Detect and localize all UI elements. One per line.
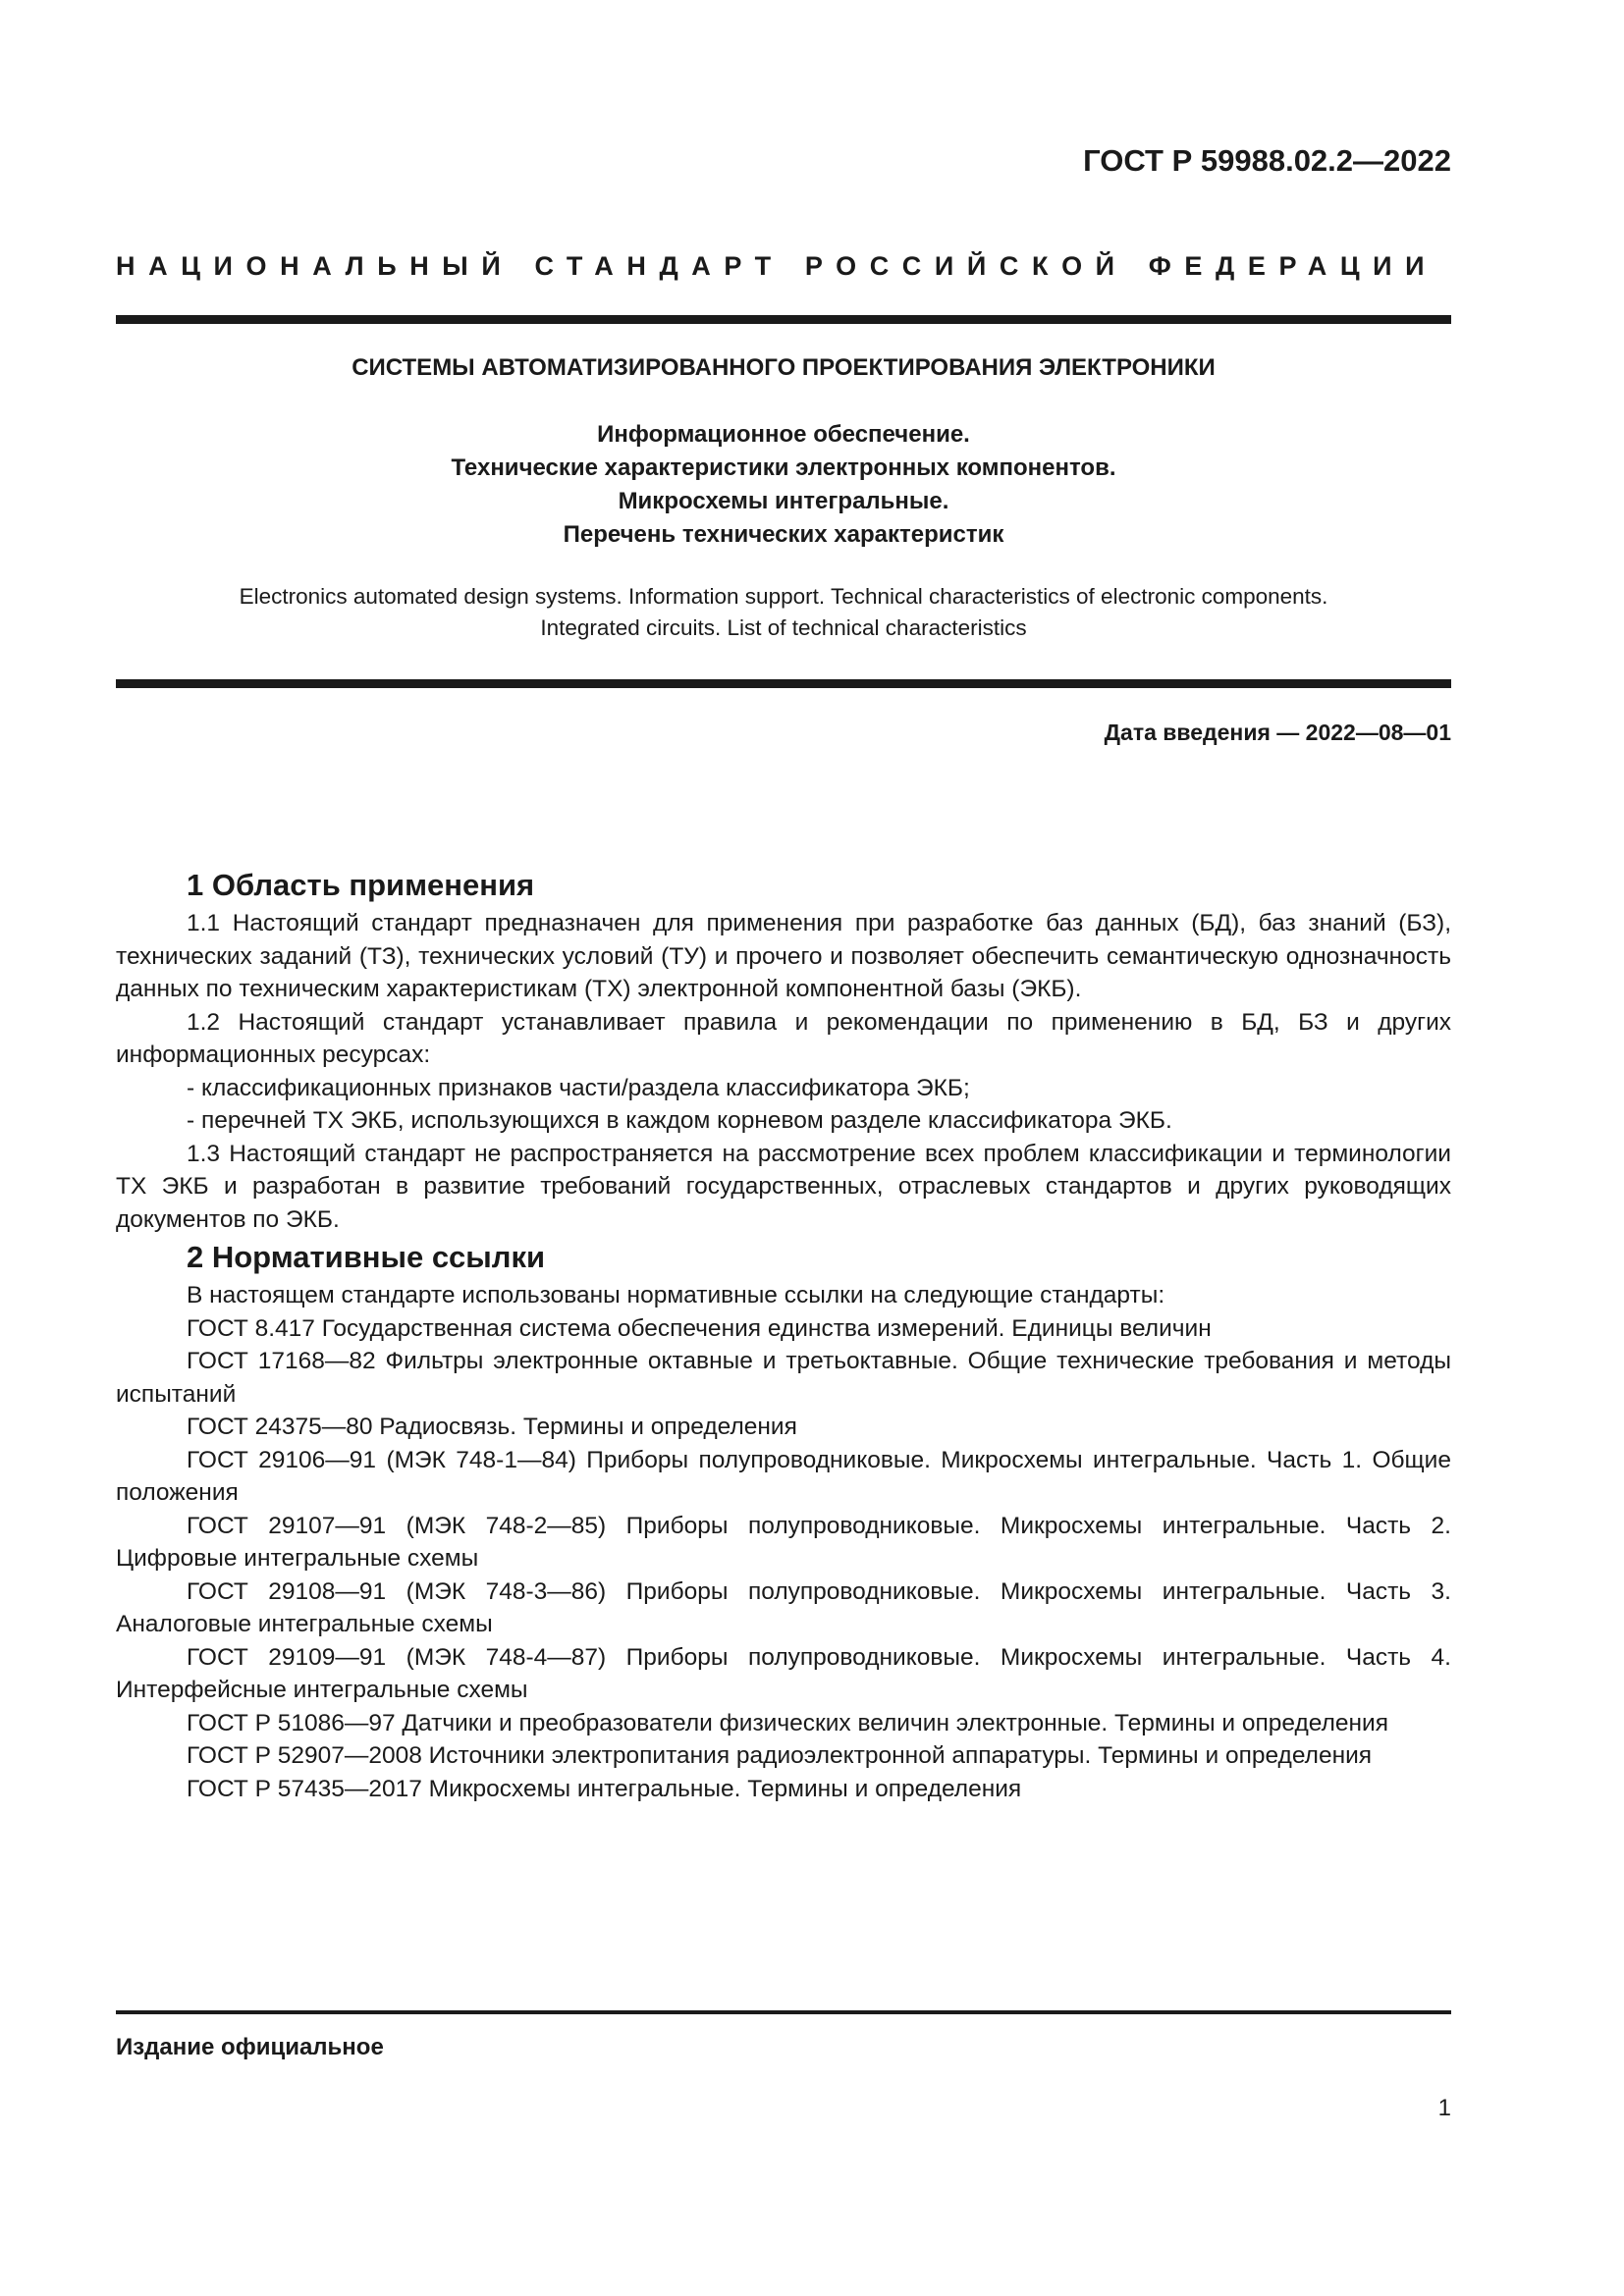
reference-item: ГОСТ 24375—80 Радиосвязь. Термины и определения [187, 1414, 797, 1440]
reference-item: ГОСТ Р 57435—2017 Микросхемы интегральные. Термины и определения [187, 1775, 1022, 1802]
national-standard-caption: НАЦИОНАЛЬНЫЙ СТАНДАРТ РОССИЙСКОЙ ФЕДЕРАЦИИ [116, 251, 1438, 281]
paragraph: В настоящем стандарте использованы нормативные ссылки на следующие стандарты: [187, 1282, 1165, 1308]
english-title-line: Integrated circuits. List of technical characteristics [540, 615, 1027, 640]
reference-item: ГОСТ 29106—91 (МЭК 748-1—84) Приборы полупроводниковые. Микросхемы интегральные. Часть 1. Общие положения [116, 1446, 1451, 1506]
title-bottom-rule [116, 679, 1451, 688]
paragraph: 1.1 Настоящий стандарт предназначен для применения при разработке баз данных (БД), баз знаний (БЗ), технических заданий (ТЗ), технических условий (ТУ) и прочего и позволяет обеспечить семантическую однозначность данных по техническим характеристикам (ТХ) электронной компонентной базы (ЭКБ). [116, 910, 1451, 1002]
title-subtitle [116, 418, 1451, 552]
paragraph: 1.2 Настоящий стандарт устанавливает правила и рекомендации по применению в БД, БЗ и других информационных ресурсах: [116, 1008, 1451, 1068]
reference-item: ГОСТ 8.417 Государственная система обеспечения единства измерений. Единицы величин [187, 1314, 1212, 1342]
official-edition-label: Издание официальное [116, 2034, 384, 2060]
section-heading-normative-references: 2 Нормативные ссылки [187, 1240, 546, 1274]
english-title-line: Electronics automated design systems. Information support. Technical characteristics of electronic components. [239, 584, 1328, 609]
subtitle-line: Информационное обеспечение. [597, 421, 970, 448]
top-rule [116, 315, 1451, 324]
reference-item: ГОСТ 29109—91 (МЭК 748-4—87) Приборы полупроводниковые. Микросхемы интегральные. Часть 4. Интерфейсные интегральные схемы [116, 1643, 1451, 1703]
page-number: 1 [1437, 2095, 1451, 2121]
title-english [116, 581, 1451, 644]
reference-item: ГОСТ Р 51086—97 Датчики и преобразователи физических величин электронные. Термины и определения [187, 1709, 1388, 1736]
title-main: СИСТЕМЫ АВТОМАТИЗИРОВАННОГО ПРОЕКТИРОВАНИЯ ЭЛЕКТРОНИКИ [352, 354, 1216, 381]
subtitle-line: Перечень технических характеристик [563, 521, 1004, 548]
section-heading-scope: 1 Область применения [187, 868, 535, 902]
title-block [116, 353, 1451, 644]
footer-rule [116, 2010, 1451, 2014]
reference-item: ГОСТ Р 52907—2008 Источники электропитания радиоэлектронной аппаратуры. Термины и определения [187, 1742, 1373, 1769]
subtitle-line: Технические характеристики электронных компонентов. [451, 454, 1116, 481]
subtitle-line: Микросхемы интегральные. [618, 488, 949, 514]
list-item: - перечней ТХ ЭКБ, использующихся в каждом корневом разделе классификатора ЭКБ. [187, 1107, 1172, 1134]
paragraph: 1.3 Настоящий стандарт не распространяется на рассмотрение всех проблем классификации и терминологии ТХ ЭКБ и разработан в развитие требований государственных, отраслевых стандартов и других руководящих документов по ЭКБ. [116, 1140, 1451, 1233]
reference-item: ГОСТ 17168—82 Фильтры электронные октавные и третьоктавные. Общие технические требования и методы испытаний [116, 1348, 1451, 1408]
list-item: - классификационных признаков части/раздела классификатора ЭКБ; [187, 1074, 970, 1101]
document-id: ГОСТ Р 59988.02.2—2022 [1083, 143, 1451, 178]
document-body [116, 864, 1451, 1805]
introduction-date: Дата введения — 2022—08—01 [1104, 720, 1451, 745]
reference-item: ГОСТ 29108—91 (МЭК 748-3—86) Приборы полупроводниковые. Микросхемы интегральные. Часть 3. Аналоговые интегральные схемы [116, 1577, 1451, 1637]
reference-item: ГОСТ 29107—91 (МЭК 748-2—85) Приборы полупроводниковые. Микросхемы интегральные. Часть 2. Цифровые интегральные схемы [116, 1512, 1451, 1572]
